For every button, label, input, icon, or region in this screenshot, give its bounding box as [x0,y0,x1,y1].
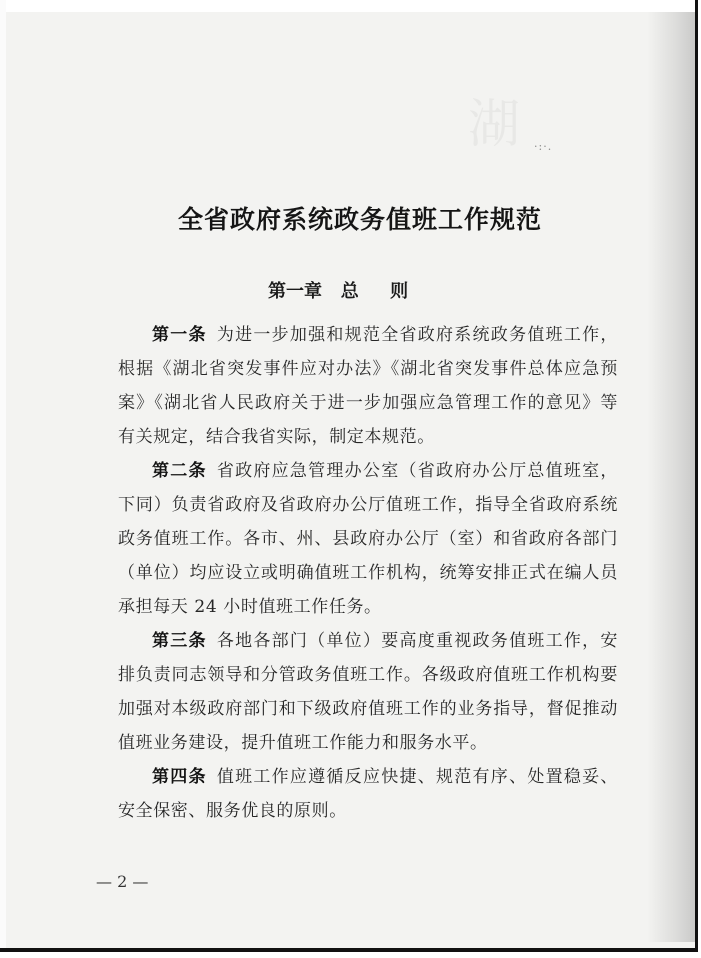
article-label: 第四条 [152,767,207,787]
scan-edge-shadow [647,12,695,942]
document-body [118,318,618,828]
chapter-heading: 第一章 总 则 [268,281,409,302]
article-1 [118,318,618,454]
scan-left-margin [0,0,6,948]
scan-speck: ·:·. [534,140,553,153]
article-text: 各地各部门（单位）要高度重视政务值班工作，安排负责同志领导和分管政务值班工作。各级政府值班工作机构要加强对本级政府部门和下级政府值班工作的业务指导，督促推动值班业务建设，提升值班工作能力和服务水平。 [118,631,618,753]
article-4 [118,760,618,828]
article-label: 第三条 [152,631,207,651]
article-label: 第二条 [152,461,207,481]
bleed-through-marks: 湖 [468,95,527,155]
article-2 [118,454,618,624]
article-text: 为进一步加强和规范全省政府系统政务值班工作，根据《湖北省突发事件应对办法》《湖北省突发事件总体应急预案》《湖北省人民政府关于进一步加强应急管理工作的意见》等有关规定，结合我省实际，制定本规范。 [118,325,618,447]
document-title: 全省政府系统政务值班工作规范 [177,205,542,234]
page-number: — 2 — [96,872,149,891]
article-label: 第一条 [152,325,207,345]
article-text: 值班工作应遵循反应快捷、规范有序、处置稳妥、安全保密、服务优良的原则。 [118,767,618,821]
scan-top-margin [0,0,695,12]
article-3 [118,624,618,760]
article-text: 省政府应急管理办公室（省政府办公厅总值班室，下同）负责省政府及省政府办公厅值班工作，指导全省政府系统政务值班工作。各市、州、县政府办公厅（室）和省政府各部门（单位）均应设立或明确值班工作机构，统筹安排正式在编人员承担每天 24 小时值班工作任务。 [118,461,618,617]
